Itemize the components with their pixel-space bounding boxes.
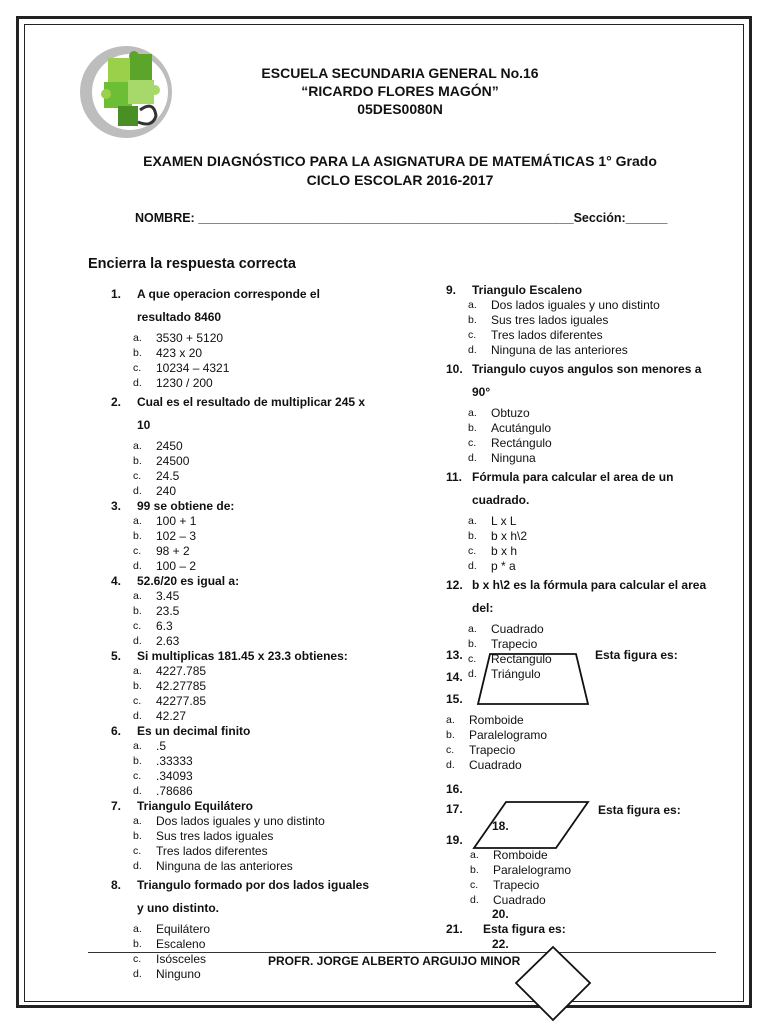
option-text: Triángulo [491,667,541,681]
answer-option [468,529,736,544]
option-text: .78686 [156,784,193,798]
question-text: 52.6/20 es igual a: [137,574,240,588]
answer-option [468,328,736,343]
option-letter: b. [133,455,142,467]
question-number: 11. [446,470,463,484]
question-number: 1. [111,287,122,301]
question-number: 8. [111,878,122,892]
option-text: 100 + 1 [156,514,197,528]
question-text: Es un decimal finito [137,724,251,738]
option-text: b x h\2 [491,529,528,543]
answer-option [133,709,411,724]
option-text: Isósceles [156,952,207,966]
answer-option [133,346,411,361]
option-text: Dos lados iguales y uno distinto [491,298,660,312]
option-text: .5 [156,739,167,753]
question-number: 12. [446,578,463,592]
question-text: Triangulo cuyos angulos son menores a [472,362,702,376]
option-text: Trapecio [491,637,538,651]
instructions: Encierra la respuesta correcta [88,256,296,272]
option-letter: d. [133,710,142,722]
school-code: 05DES0080N [357,101,443,117]
option-text: Romboide [493,848,548,862]
option-text: 98 + 2 [156,544,190,558]
option-letter: b. [133,680,142,692]
option-letter: a. [133,815,142,827]
answer-option [133,361,411,376]
figure2-options [446,848,646,908]
answer-option [133,694,411,709]
option-text: p * a [491,559,516,573]
answer-option [133,469,411,484]
option-letter: d. [133,860,142,872]
option-text: 3.45 [156,589,180,603]
question-text-cont: cuadrado. [472,493,530,507]
question-text: A que operacion corresponde el [137,287,320,301]
option-letter: c. [133,770,142,782]
question [111,649,411,664]
question [111,283,411,329]
answer-option [133,937,411,952]
answer-option [133,829,411,844]
answer-option [133,769,411,784]
option-text: Tres lados diferentes [491,328,603,342]
option-text: Tres lados diferentes [156,844,268,858]
exam-title: EXAMEN DIAGNÓSTICO PARA LA ASIGNATURA DE MATEMÁTICAS 1° Grado [143,153,657,169]
answer-option [133,679,411,694]
option-text: 6.3 [156,619,173,633]
answer-option [468,313,736,328]
option-letter: b. [468,314,477,326]
option-text: Cuadrado [491,622,544,636]
question-17-number: 17. [446,802,463,816]
answer-option [133,619,411,634]
answer-option [133,859,411,874]
answer-option [470,893,646,908]
option-letter: a. [133,332,142,344]
option-letter: a. [133,515,142,527]
answer-option [133,604,411,619]
question-text-cont: y uno distinto. [137,901,219,915]
answer-option [133,664,411,679]
question-text: Triangulo Equilátero [137,799,254,813]
question-text: b x h\2 es la fórmula para calcular el area [472,578,707,592]
option-letter: c. [133,845,142,857]
question-20-number: 20. [492,907,509,921]
question [111,799,411,814]
option-letter: d. [468,452,477,464]
option-letter: d. [468,560,477,572]
question-21-number: 21. [446,922,463,936]
option-letter: b. [468,530,477,542]
option-text: Trapecio [493,878,540,892]
option-text: Cuadrado [493,893,546,907]
question-text: Triangulo Escaleno [472,283,583,297]
answer-option [468,622,736,637]
name-section-line: NOMBRE: ______________________________________________________Sección:______ [135,211,668,225]
left-questions [111,283,411,982]
question-text-cont: 10 [137,418,151,432]
option-text: 2.63 [156,634,180,648]
option-letter: a. [133,440,142,452]
option-text: 10234 – 4321 [156,361,230,375]
option-letter: a. [468,407,477,419]
answer-option [133,454,411,469]
question [111,724,411,739]
option-letter: a. [133,740,142,752]
option-text: Sus tres lados iguales [491,313,609,327]
question-text: Cual es el resultado de multiplicar 245 x [137,395,366,409]
option-letter: a. [133,923,142,935]
answer-option [133,514,411,529]
right-questions [446,283,736,682]
answer-option [446,758,646,773]
question-number: 9. [446,283,457,297]
option-letter: c. [468,437,477,449]
option-letter: d. [468,668,477,680]
option-letter: a. [468,623,477,635]
option-text: 42277.85 [156,694,207,708]
question-text: Triangulo formado por dos lados iguales [137,878,370,892]
option-letter: c. [468,545,477,557]
option-text: 23.5 [156,604,180,618]
answer-option [468,544,736,559]
option-text: 42.27 [156,709,187,723]
answer-option [468,514,736,529]
question-13-number: 13. [446,648,463,662]
option-text: Acutángulo [491,421,552,435]
trapezoid-figure [476,652,590,706]
question [446,358,736,404]
option-text: Ninguna de las anteriores [491,343,628,357]
question-22-number: 22. [492,937,509,951]
question-text: Si multiplicas 181.45 x 23.3 obtienes: [137,649,348,663]
question-text-cont: 90° [472,385,491,399]
answer-option [133,814,411,829]
figure1-prompt: Esta figura es: [595,648,678,662]
option-letter: b. [133,830,142,842]
question-16-number: 16. [446,782,463,796]
option-text: Dos lados iguales y uno distinto [156,814,325,828]
option-text: b x h [491,544,518,558]
option-text: Obtuzo [491,406,530,420]
option-text: Escaleno [156,937,206,951]
option-letter: d. [133,377,142,389]
option-text: 4227.785 [156,664,207,678]
option-letter: a. [468,299,477,311]
question [446,283,736,298]
question-number: 4. [111,574,122,588]
answer-option [470,848,646,863]
option-text: .33333 [156,754,193,768]
option-letter: b. [133,938,142,950]
option-text: Paralelogramo [469,728,548,742]
option-text: Paralelogramo [493,863,572,877]
option-letter: c. [133,362,142,374]
parallelogram-figure [472,800,590,850]
option-letter: c. [133,695,142,707]
option-letter: b. [133,347,142,359]
answer-option [133,844,411,859]
option-text: 240 [156,484,177,498]
option-text: 2450 [156,439,183,453]
answer-option [133,439,411,454]
option-letter: b. [446,729,455,741]
exam-cycle: CICLO ESCOLAR 2016-2017 [306,172,494,188]
option-text: 423 x 20 [156,346,203,360]
option-letter: d. [133,968,142,980]
answer-option [133,484,411,499]
option-letter: c. [468,653,477,665]
option-text: L x L [491,514,517,528]
answer-option [133,634,411,649]
footer-teacher: PROFR. JORGE ALBERTO ARGUIJO MINOR [268,954,521,968]
question [111,574,411,589]
option-text: Rectangulo [491,652,552,666]
option-letter: d. [133,560,142,572]
question-text-cont: resultado 8460 [137,310,222,324]
question-14-number: 14. [446,670,463,684]
answer-option [468,559,736,574]
option-text: Cuadrado [469,758,522,772]
answer-option [468,343,736,358]
answer-option [133,589,411,604]
answer-option [446,743,646,758]
option-text: 1230 / 200 [156,376,213,390]
answer-option [470,878,646,893]
option-letter: d. [133,485,142,497]
answer-option [468,406,736,421]
option-text: 3530 + 5120 [156,331,224,345]
answer-option [468,421,736,436]
option-letter: b. [470,864,479,876]
footer-divider [88,952,716,953]
question-18-number: 18. [492,819,509,833]
option-text: Ninguna de las anteriores [156,859,293,873]
option-letter: c. [133,620,142,632]
answer-option [133,376,411,391]
figure3-prompt: Esta figura es: [483,922,566,936]
question-number: 10. [446,362,463,376]
option-text: 42.27785 [156,679,207,693]
option-letter: b. [468,638,477,650]
option-letter: a. [446,714,455,726]
option-letter: c. [446,744,455,756]
question-number: 6. [111,724,122,738]
figure2-prompt: Esta figura es: [598,803,681,817]
answer-option [133,739,411,754]
answer-option [133,559,411,574]
option-letter: a. [470,849,479,861]
answer-option [133,529,411,544]
option-text: 24.5 [156,469,180,483]
answer-option [446,713,646,728]
rhombus-figure [514,944,594,1024]
question-text: 99 se obtiene de: [137,499,235,513]
answer-option [133,754,411,769]
option-letter: b. [133,530,142,542]
option-letter: c. [133,953,142,965]
question-number: 3. [111,499,122,513]
option-letter: d. [133,785,142,797]
question-text-cont: del: [472,601,494,615]
question [111,874,411,920]
answer-option [470,863,646,878]
question-19-number: 19. [446,833,463,847]
option-text: Trapecio [469,743,516,757]
option-letter: d. [446,759,455,771]
option-letter: c. [133,545,142,557]
option-letter: b. [133,605,142,617]
option-text: Rectángulo [491,436,552,450]
school-name: ESCUELA SECUNDARIA GENERAL No.16 [261,65,539,81]
question-number: 7. [111,799,122,813]
figure1-options [446,713,646,773]
school-honoree: “RICARDO FLORES MAGÓN” [301,83,499,99]
answer-option [133,331,411,346]
option-text: 24500 [156,454,190,468]
option-letter: a. [133,590,142,602]
option-letter: c. [133,470,142,482]
option-text: 102 – 3 [156,529,197,543]
option-letter: d. [468,344,477,356]
answer-option [468,451,736,466]
answer-option [133,544,411,559]
question-text: Fórmula para calcular el area de un [472,470,674,484]
answer-option [133,784,411,799]
question [446,466,736,512]
option-text: Sus tres lados iguales [156,829,274,843]
option-letter: c. [470,879,479,891]
option-letter: b. [468,422,477,434]
answer-option [446,728,646,743]
option-text: 100 – 2 [156,559,197,573]
answer-option [133,922,411,937]
question [446,574,736,620]
option-text: Equilátero [156,922,211,936]
option-letter: b. [133,755,142,767]
option-letter: a. [468,515,477,527]
option-text: Ninguna [491,451,536,465]
option-letter: a. [133,665,142,677]
answer-option [468,436,736,451]
question-number: 5. [111,649,122,663]
answer-option [133,967,411,982]
question [111,391,411,437]
option-text: Romboide [469,713,524,727]
option-text: Ninguno [156,967,201,981]
option-letter: d. [133,635,142,647]
option-text: .34093 [156,769,193,783]
question-number: 2. [111,395,122,409]
option-letter: c. [468,329,477,341]
school-logo-icon [78,44,174,140]
question-15-number: 15. [446,692,463,706]
option-letter: d. [470,894,479,906]
answer-option [468,298,736,313]
question [111,499,411,514]
